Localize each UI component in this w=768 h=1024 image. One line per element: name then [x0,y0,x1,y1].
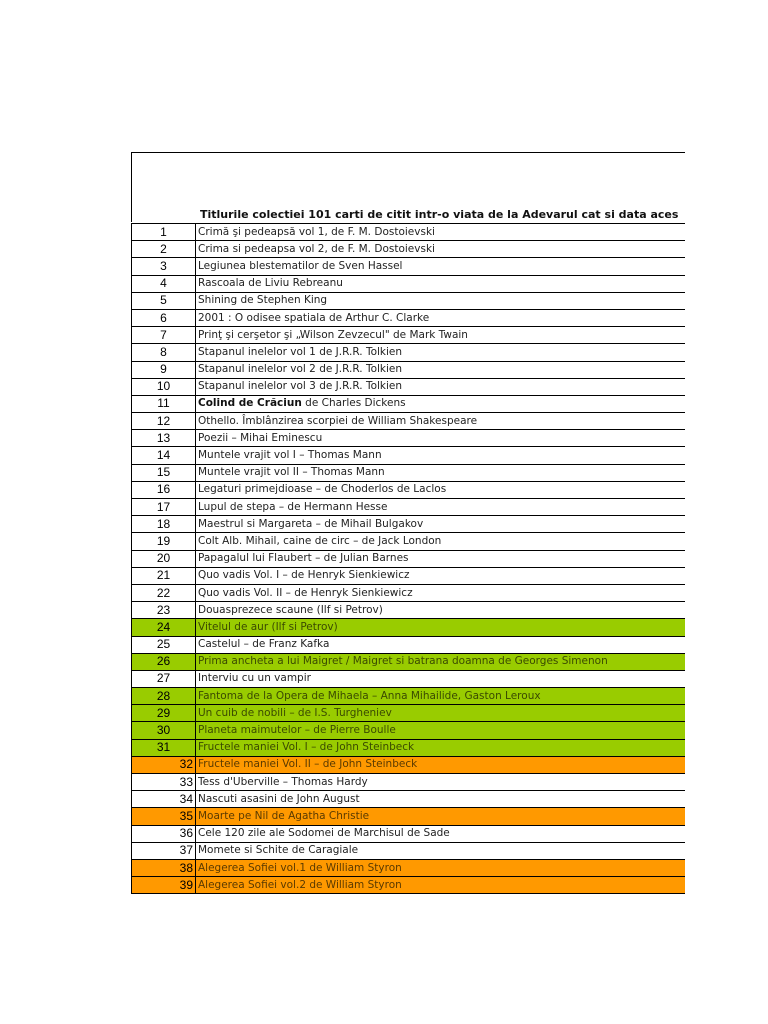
table-row [132,533,686,550]
sheet-title: Titlurile colectiei 101 carti de citit intr-o viata de la Adevarul cat si data aces [200,208,679,221]
book-title: Fructele maniei Vol. I – de John Steinbeck [196,739,686,756]
book-title: Prinţ şi cerşetor şi „Wilson Zevzecul" de Mark Twain [196,327,686,344]
row-number: 37 [132,842,196,859]
row-number: 31 [132,739,196,756]
table-row [132,241,686,258]
row-number: 26 [132,653,196,670]
book-title: Muntele vrajit vol I – Thomas Mann [196,447,686,464]
table-row [132,808,686,825]
table-row [132,413,686,430]
table-row [132,705,686,722]
book-title: Legaturi primejdioase – de Choderlos de Laclos [196,481,686,498]
spreadsheet [131,152,685,900]
table-row [132,327,686,344]
row-number: 36 [132,825,196,842]
table-row [132,499,686,516]
row-number: 2 [132,241,196,258]
row-number: 7 [132,327,196,344]
row-number: 18 [132,516,196,533]
book-title: Moarte pe Nil de Agatha Christie [196,808,686,825]
row-number: 34 [132,791,196,808]
book-title: Papagalul lui Flaubert – de Julian Barnes [196,550,686,567]
book-title: Crima si pedeapsa vol 2, de F. M. Dostoievski [196,241,686,258]
row-number: 1 [132,224,196,241]
row-number: 20 [132,550,196,567]
table-row [132,584,686,601]
book-title: Stapanul inelelor vol 3 de J.R.R. Tolkien [196,378,686,395]
row-number: 24 [132,619,196,636]
table-row [132,636,686,653]
book-title: Muntele vrajit vol II – Thomas Mann [196,464,686,481]
row-number: 15 [132,464,196,481]
book-title: Un cuib de nobili – de I.S. Turgheniev [196,705,686,722]
table-row [132,842,686,859]
table-row [132,224,686,241]
row-number: 10 [132,378,196,395]
book-title: Lupul de stepa – de Hermann Hesse [196,499,686,516]
table-row [132,877,686,894]
row-number: 35 [132,808,196,825]
table-row [132,825,686,842]
row-number: 5 [132,292,196,309]
table-row [132,275,686,292]
book-title [196,395,686,412]
book-title: Nascuti asasini de John August [196,791,686,808]
row-number: 13 [132,430,196,447]
row-number: 17 [132,499,196,516]
row-number: 12 [132,413,196,430]
row-number: 3 [132,258,196,275]
row-number: 22 [132,584,196,601]
table-row [132,447,686,464]
book-title: Momete si Schite de Caragiale [196,842,686,859]
book-title: Quo vadis Vol. II – de Henryk Sienkiewicz [196,584,686,601]
book-title: 2001 : O odisee spatiala de Arthur C. Clarke [196,309,686,326]
table-row [132,859,686,876]
row-number: 39 [132,877,196,894]
table-row [132,722,686,739]
table-row [132,516,686,533]
book-title: Vitelul de aur (Ilf si Petrov) [196,619,686,636]
table-row [132,464,686,481]
table-row [132,344,686,361]
book-title: Fructele maniei Vol. II – de John Steinbeck [196,756,686,773]
book-title: Crimă şi pedeapsă vol 1, de F. M. Dostoievski [196,224,686,241]
row-number: 25 [132,636,196,653]
book-title: Fantoma de la Opera de Mihaela – Anna Mihailide, Gaston Leroux [196,688,686,705]
row-number: 28 [132,688,196,705]
table-row [132,258,686,275]
table-row [132,739,686,756]
row-number: 4 [132,275,196,292]
row-number: 23 [132,602,196,619]
table-row [132,774,686,791]
row-number: 8 [132,344,196,361]
table-row [132,756,686,773]
table-row [132,567,686,584]
book-title-rest: de Charles Dickens [301,397,406,410]
table-row [132,481,686,498]
row-number: 16 [132,481,196,498]
book-title: Quo vadis Vol. I – de Henryk Sienkiewicz [196,567,686,584]
book-title: Maestrul si Margareta – de Mihail Bulgakov [196,516,686,533]
row-number: 38 [132,859,196,876]
row-number: 6 [132,309,196,326]
row-number: 33 [132,774,196,791]
row-number: 32 [132,756,196,773]
book-title: Alegerea Sofiei vol.1 de William Styron [196,859,686,876]
book-title-bold: Colind de Crăciun [198,397,302,410]
book-title: Othello. Îmblânzirea scorpiei de William Shakespeare [196,413,686,430]
table-row [132,292,686,309]
book-title: Interviu cu un vampir [196,670,686,687]
book-title: Tess d'Uberville – Thomas Hardy [196,774,686,791]
row-number: 27 [132,670,196,687]
book-title: Douasprezece scaune (Ilf si Petrov) [196,602,686,619]
book-title: Stapanul inelelor vol 2 de J.R.R. Tolkien [196,361,686,378]
book-title: Stapanul inelelor vol 1 de J.R.R. Tolkien [196,344,686,361]
table-row [132,378,686,395]
table-row [132,653,686,670]
book-title: Rascoala de Liviu Rebreanu [196,275,686,292]
table-row [132,619,686,636]
book-title: Colt Alb. Mihail, caine de circ – de Jack London [196,533,686,550]
row-number: 21 [132,567,196,584]
book-title: Poezii – Mihai Eminescu [196,430,686,447]
books-table [131,223,685,894]
book-title: Cele 120 zile ale Sodomei de Marchisul de Sade [196,825,686,842]
table-row [132,395,686,412]
book-title: Alegerea Sofiei vol.2 de William Styron [196,877,686,894]
table-row [132,602,686,619]
table-row [132,550,686,567]
row-number: 19 [132,533,196,550]
book-title: Castelul – de Franz Kafka [196,636,686,653]
table-row [132,791,686,808]
book-title: Prima ancheta a lui Maigret / Maigret si batrana doamna de Georges Simenon [196,653,686,670]
book-title: Legiunea blestematilor de Sven Hassel [196,258,686,275]
book-title: Planeta maimutelor – de Pierre Boulle [196,722,686,739]
row-number: 9 [132,361,196,378]
table-row [132,309,686,326]
book-title: Shining de Stephen King [196,292,686,309]
row-number: 30 [132,722,196,739]
table-row [132,688,686,705]
table-row [132,430,686,447]
table-row [132,361,686,378]
row-number: 11 [132,395,196,412]
table-row [132,670,686,687]
row-number: 29 [132,705,196,722]
row-number: 14 [132,447,196,464]
